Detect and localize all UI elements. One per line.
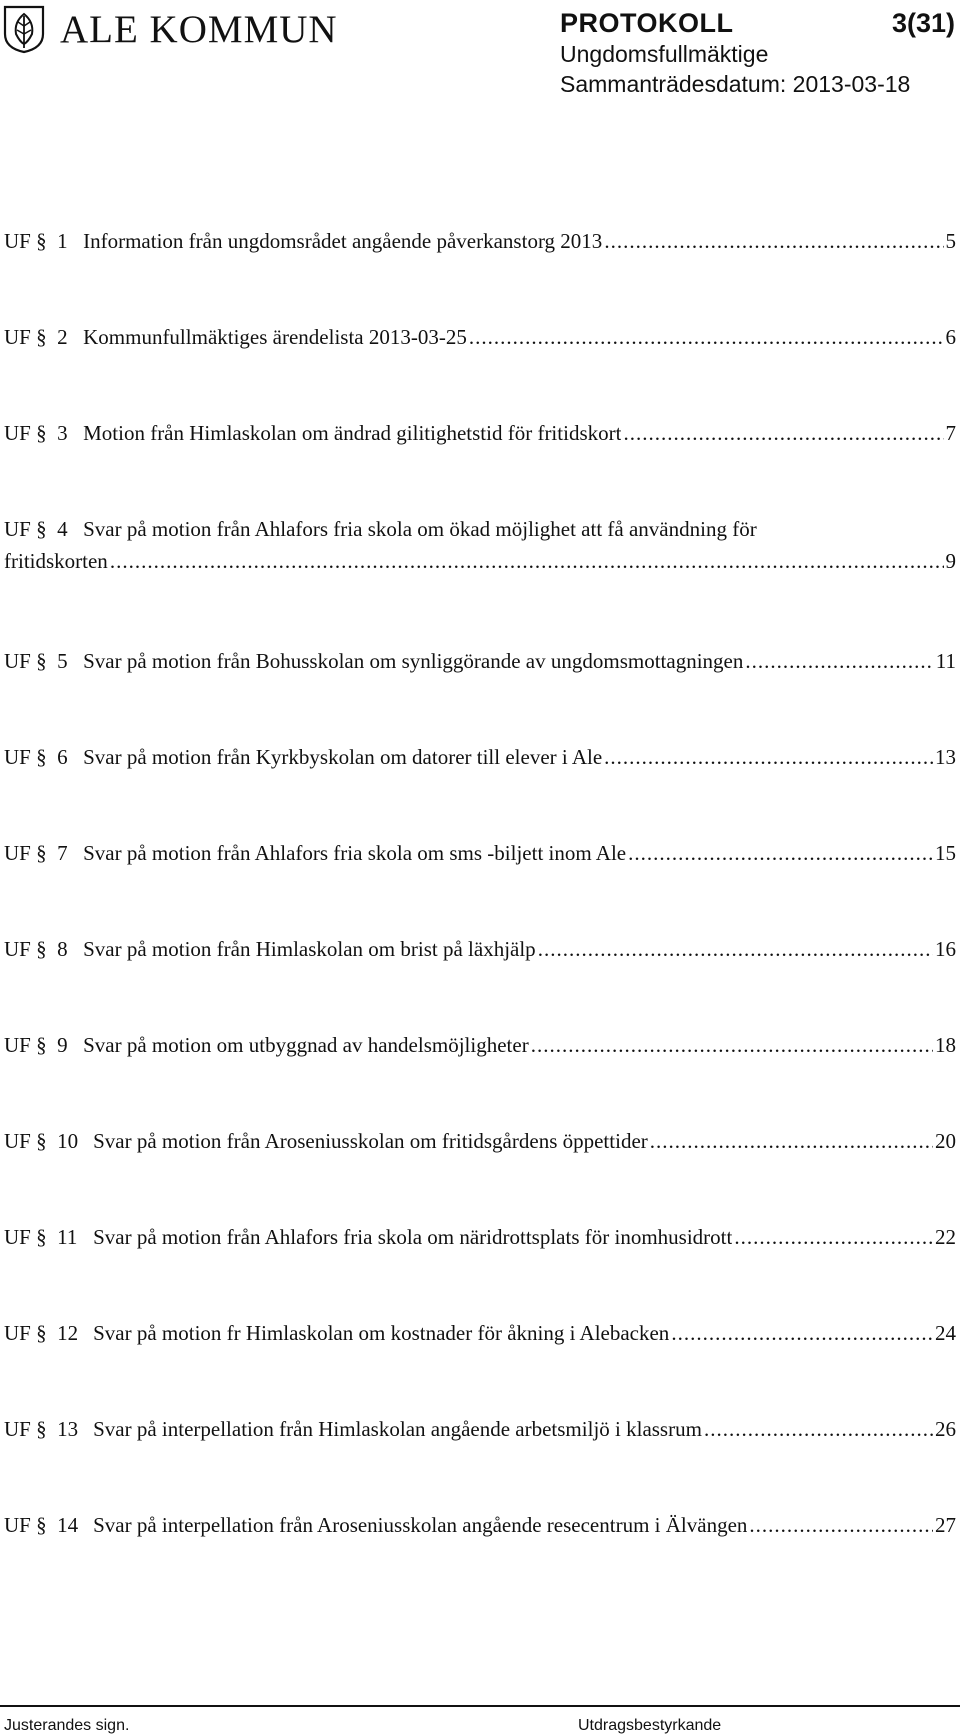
toc-page-number: 9 <box>945 549 956 573</box>
toc-leader-dots <box>538 936 933 962</box>
toc-prefix: UF <box>4 1513 31 1537</box>
toc-leader-dots <box>623 420 943 446</box>
body-name: Ungdomsfullmäktige <box>560 41 769 67</box>
toc-title: Information från ungdomsrådet angående påverkanstorg 2013 <box>83 229 603 253</box>
toc-number: 2 <box>57 325 68 349</box>
toc-leader-dots <box>469 324 944 350</box>
section-symbol: § <box>36 745 47 769</box>
toc-leader-dots <box>628 840 933 866</box>
toc-entry[interactable] <box>4 228 956 254</box>
toc-number: 4 <box>57 517 68 541</box>
toc-leader-dots <box>745 648 933 674</box>
toc-entry[interactable] <box>4 648 956 674</box>
toc-prefix: UF <box>4 1129 31 1153</box>
toc-entry[interactable] <box>4 1320 956 1346</box>
section-symbol: § <box>36 841 47 865</box>
section-symbol: § <box>36 1129 47 1153</box>
toc-number: 3 <box>57 421 68 445</box>
toc-title: Motion från Himlaskolan om ändrad gilitighetstid för fritidskort <box>83 421 622 445</box>
section-symbol: § <box>36 1513 47 1537</box>
section-symbol: § <box>36 937 47 961</box>
toc-page-number: 27 <box>935 1513 956 1537</box>
section-symbol: § <box>36 1321 47 1345</box>
toc-entry[interactable] <box>4 1224 956 1250</box>
logo-wordmark: ALE KOMMUN <box>60 7 338 51</box>
section-symbol: § <box>36 517 47 541</box>
footer-signature-label: Justerandes sign. <box>4 1717 130 1734</box>
toc-number: 13 <box>57 1417 79 1441</box>
toc-page-number: 20 <box>935 1129 956 1153</box>
section-symbol: § <box>36 229 47 253</box>
toc-number: 5 <box>57 649 68 673</box>
toc-number: 10 <box>57 1129 79 1153</box>
toc-prefix: UF <box>4 1321 31 1345</box>
toc-title: Svar på motion från Bohusskolan om synliggörande av ungdomsmottagningen <box>83 649 744 673</box>
toc-leader-dots <box>110 548 944 574</box>
toc-number: 8 <box>57 937 68 961</box>
toc-number: 11 <box>57 1225 78 1249</box>
toc-title-continuation: fritidskorten <box>4 549 108 573</box>
page-header <box>0 0 960 110</box>
toc-entry[interactable] <box>4 936 956 962</box>
toc-prefix: UF <box>4 325 31 349</box>
toc-page-number: 18 <box>935 1033 956 1057</box>
document-meta <box>560 8 955 99</box>
meeting-date: Sammanträdesdatum: 2013-03-18 <box>560 71 911 97</box>
toc-page-number: 26 <box>935 1417 956 1441</box>
toc-number: 6 <box>57 745 68 769</box>
toc-title: Svar på interpellation från Aroseniusskolan angående resecentrum i Älvängen <box>93 1513 748 1537</box>
toc-title: Svar på motion från Ahlafors fria skola om sms -biljett inom Ale <box>83 841 627 865</box>
toc-leader-dots <box>671 1320 933 1346</box>
toc-prefix: UF <box>4 937 31 961</box>
toc-entry[interactable] <box>4 1128 956 1154</box>
toc-title: Svar på motion från Kyrkbyskolan om datorer till elever i Ale <box>83 745 603 769</box>
section-symbol: § <box>36 1225 47 1249</box>
toc-title: Svar på motion från Ahlafors fria skola om näridrottsplats för inomhusidrott <box>93 1225 733 1249</box>
toc-prefix: UF <box>4 841 31 865</box>
section-symbol: § <box>36 325 47 349</box>
page-indicator: 3(31) <box>891 8 955 38</box>
toc-leader-dots <box>604 228 943 254</box>
toc-number: 14 <box>57 1513 79 1537</box>
municipality-logo <box>2 4 338 54</box>
toc-leader-dots <box>531 1032 933 1058</box>
toc-title: Kommunfullmäktiges ärendelista 2013-03-25 <box>83 325 467 349</box>
toc-entry[interactable] <box>4 516 956 574</box>
toc-entry[interactable] <box>4 1032 956 1058</box>
toc-page-number: 7 <box>945 421 956 445</box>
toc-title: Svar på motion från Ahlafors fria skola om ökad möjlighet att få användning för <box>83 517 757 541</box>
toc-page-number: 16 <box>935 937 956 961</box>
toc-prefix: UF <box>4 649 31 673</box>
toc-leader-dots <box>704 1416 933 1442</box>
toc-entry[interactable] <box>4 744 956 770</box>
toc-leader-dots <box>650 1128 933 1154</box>
toc-title: Svar på motion om utbyggnad av handelsmöjligheter <box>83 1033 529 1057</box>
toc-leader-dots <box>734 1224 933 1250</box>
section-symbol: § <box>36 649 47 673</box>
toc-title: Svar på motion från Aroseniusskolan om fritidsgårdens öppettider <box>93 1129 648 1153</box>
toc-entry[interactable] <box>4 1512 956 1538</box>
toc-page-number: 5 <box>945 229 956 253</box>
toc-entry[interactable] <box>4 420 956 446</box>
toc-page-number: 22 <box>935 1225 956 1249</box>
section-symbol: § <box>36 421 47 445</box>
toc-leader-dots <box>604 744 933 770</box>
toc-number: 1 <box>57 229 68 253</box>
toc-prefix: UF <box>4 1225 31 1249</box>
toc-leader-dots <box>749 1512 933 1538</box>
toc-entry[interactable] <box>4 840 956 866</box>
toc-prefix: UF <box>4 1417 31 1441</box>
document-type: PROTOKOLL <box>560 8 734 38</box>
toc-page-number: 15 <box>935 841 956 865</box>
toc-number: 9 <box>57 1033 68 1057</box>
toc-prefix: UF <box>4 421 31 445</box>
toc-prefix: UF <box>4 1033 31 1057</box>
toc-prefix: UF <box>4 229 31 253</box>
toc-number: 7 <box>57 841 68 865</box>
toc-page-number: 11 <box>935 649 956 673</box>
toc-prefix: UF <box>4 517 31 541</box>
leaf-emblem-icon <box>2 4 46 54</box>
toc-title: Svar på motion från Himlaskolan om brist på läxhjälp <box>83 937 536 961</box>
section-symbol: § <box>36 1033 47 1057</box>
toc-prefix: UF <box>4 745 31 769</box>
toc-entry[interactable] <box>4 1416 956 1442</box>
toc-page-number: 13 <box>935 745 956 769</box>
toc-page-number: 6 <box>945 325 956 349</box>
toc-number: 12 <box>57 1321 79 1345</box>
footer-certification-label: Utdragsbestyrkande <box>578 1717 722 1734</box>
section-symbol: § <box>36 1417 47 1441</box>
toc-entry[interactable] <box>4 324 956 350</box>
toc-title: Svar på interpellation från Himlaskolan angående arbetsmiljö i klassrum <box>93 1417 702 1441</box>
toc-title: Svar på motion fr Himlaskolan om kostnader för åkning i Alebacken <box>93 1321 670 1345</box>
footer-divider <box>0 1705 960 1707</box>
toc-page-number: 24 <box>935 1321 956 1345</box>
